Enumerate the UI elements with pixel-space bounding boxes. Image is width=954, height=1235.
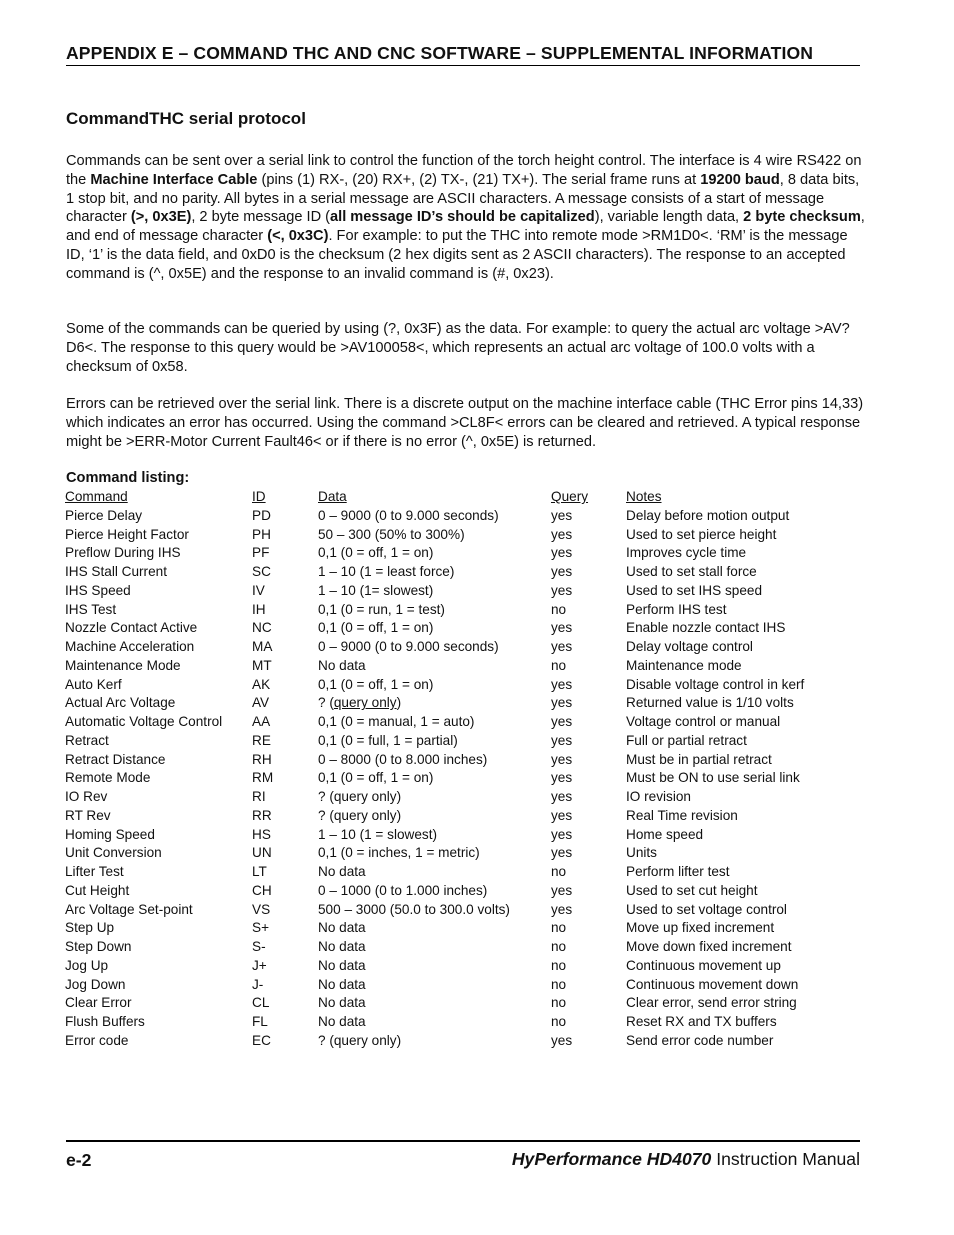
paragraph-protocol <box>66 152 866 284</box>
cell-id: UN <box>252 845 272 861</box>
table-row <box>65 826 866 845</box>
cell-notes: Used to set cut height <box>626 882 758 898</box>
cell-query: yes <box>551 695 573 711</box>
cell-id: MA <box>252 639 273 654</box>
cell-notes: Move down fixed increment <box>626 939 792 954</box>
table-row <box>65 638 866 657</box>
page-number: e-2 <box>66 1150 92 1170</box>
cell-data: ? (query only) <box>318 789 402 804</box>
cell-id: AA <box>252 714 271 729</box>
cell-query: no <box>551 976 567 992</box>
cell-notes: Full or partial retract <box>626 732 747 748</box>
table-row <box>65 751 866 770</box>
table-header-row <box>65 488 866 507</box>
table-row <box>65 844 866 863</box>
cell-data: 0,1 (0 = inches, 1 = metric) <box>318 845 480 861</box>
cell-id: RI <box>252 789 266 804</box>
cell-query: yes <box>551 789 573 804</box>
cell-id: AK <box>252 676 271 692</box>
table-row <box>65 976 866 995</box>
cell-notes: Must be ON to use serial link <box>626 770 800 786</box>
table-row <box>65 601 866 620</box>
cell-notes: Real Time revision <box>626 807 738 823</box>
cell-command: Actual Arc Voltage <box>65 695 176 711</box>
cell-query: no <box>551 995 567 1011</box>
table-row <box>65 882 866 901</box>
cell-command: Step Down <box>65 939 132 954</box>
cell-command: Maintenance Mode <box>65 657 181 673</box>
cell-notes: IO revision <box>626 789 691 804</box>
cell-id: PH <box>252 526 271 542</box>
cell-query: no <box>551 864 567 879</box>
cell-query: yes <box>551 545 573 561</box>
cell-data <box>318 694 551 713</box>
cell-id: AV <box>252 695 270 711</box>
data-prefix: ? ( <box>318 695 334 711</box>
cell-command: Arc Voltage Set-point <box>65 901 193 917</box>
section-title: CommandTHC serial protocol <box>66 109 306 128</box>
table-row <box>65 544 866 563</box>
cell-notes: Disable voltage control in kerf <box>626 676 805 692</box>
cell-query: yes <box>551 732 573 748</box>
cell-data: 1 – 10 (1 = least force) <box>318 564 455 579</box>
cell-data: No data <box>318 957 366 973</box>
cell-command: Automatic Voltage Control <box>65 714 223 729</box>
table-row <box>65 694 866 713</box>
table-row <box>65 526 866 545</box>
cell-data: 0,1 (0 = off, 1 = on) <box>318 770 434 786</box>
cell-id: RE <box>252 732 271 748</box>
cell-data: No data <box>318 939 366 954</box>
text-span: , 2 byte message ID ( <box>191 209 331 226</box>
cell-command: Machine Acceleration <box>65 639 195 654</box>
cell-data: No data <box>318 995 366 1011</box>
table-row <box>65 1013 866 1032</box>
table-row <box>65 807 866 826</box>
cell-data: ? (query only) <box>318 1032 402 1048</box>
table-row <box>65 619 866 638</box>
cell-notes: Used to set IHS speed <box>626 582 763 598</box>
cell-query: no <box>551 920 567 936</box>
cell-command: Step Up <box>65 920 115 936</box>
cell-command: Lifter Test <box>65 864 124 879</box>
cell-command: Preflow During IHS <box>65 545 181 561</box>
data-suffix: ) <box>396 695 402 711</box>
cell-id: IV <box>252 582 265 598</box>
cell-data: 1 – 10 (1= slowest) <box>318 582 434 598</box>
cell-query: yes <box>551 845 573 861</box>
cell-id: S- <box>252 939 266 954</box>
cell-id: RR <box>252 807 272 823</box>
bold-span: Machine Interface Cable <box>90 171 258 188</box>
cell-data: No data <box>318 920 366 936</box>
paragraph-errors: Errors can be retrieved over the serial link. There is a discrete output on the machine interface cable (THC Error pins 14,33) which indicates an error has occurred. Using the command >CL8F< errors can be cleared and retrieved. A typical response might be >ERR-Motor Current Fault46< or if there is no error (^, 0x5E) is returned. <box>66 396 864 450</box>
cell-data: 0,1 (0 = manual, 1 = auto) <box>318 714 475 729</box>
cell-notes: Reset RX and TX buffers <box>626 1014 777 1029</box>
cell-command: Unit Conversion <box>65 845 162 861</box>
cell-command: Jog Up <box>65 957 109 973</box>
cell-id: PD <box>252 507 271 523</box>
cell-id: EC <box>252 1032 271 1048</box>
cell-query: yes <box>551 714 573 729</box>
cell-notes: Perform IHS test <box>626 601 727 617</box>
cell-notes: Must be in partial retract <box>626 751 772 767</box>
cell-id: IH <box>252 601 266 617</box>
cell-command: Clear Error <box>65 995 132 1011</box>
table-row <box>65 901 866 920</box>
cell-query: yes <box>551 751 573 767</box>
table-row <box>65 788 866 807</box>
cell-command: Pierce Delay <box>65 507 143 523</box>
table-row <box>65 713 866 732</box>
cell-query: yes <box>551 826 573 842</box>
table-row <box>65 938 866 957</box>
cell-query: no <box>551 657 567 673</box>
cell-notes: Home speed <box>626 826 704 842</box>
manual-suffix: Instruction Manual <box>711 1149 860 1169</box>
cell-command: Cut Height <box>65 882 130 898</box>
command-table <box>65 488 866 1051</box>
cell-query: yes <box>551 526 573 542</box>
cell-id: FL <box>252 1014 268 1029</box>
cell-query: yes <box>551 807 573 823</box>
text-span: Commands can be sent over a serial link to control the function of the torch height control. The interface is 4 wire RS422 on the <box>66 153 862 188</box>
cell-id: CH <box>252 882 272 898</box>
table-row <box>65 507 866 526</box>
cell-id: J+ <box>252 957 267 973</box>
product-name: HyPerformance HD4070 <box>511 1149 712 1169</box>
cell-query: yes <box>551 676 573 692</box>
cell-query: yes <box>551 901 573 917</box>
cell-command: IHS Speed <box>65 582 131 598</box>
cell-query: no <box>551 957 567 973</box>
cell-notes: Delay voltage control <box>626 639 753 654</box>
cell-notes: Continuous movement up <box>626 957 781 973</box>
cell-data: 0,1 (0 = off, 1 = on) <box>318 620 434 636</box>
text-span: (pins (1) RX-, (20) RX+, (2) TX-, (21) TX+). The serial frame runs at <box>257 171 701 188</box>
page-header: APPENDIX E – COMMAND THC AND CNC SOFTWARE – SUPPLEMENTAL INFORMATION <box>66 43 860 66</box>
column-header-query: Query <box>551 489 589 504</box>
cell-command: Flush Buffers <box>65 1014 145 1029</box>
table-row <box>65 563 866 582</box>
cell-query: yes <box>551 507 573 523</box>
column-header-data: Data <box>318 489 347 504</box>
cell-data: No data <box>318 657 366 673</box>
cell-data: 0 – 8000 (0 to 8.000 inches) <box>318 751 488 767</box>
cell-data: 0 – 9000 (0 to 9.000 seconds) <box>318 507 499 523</box>
cell-data: No data <box>318 1014 366 1029</box>
cell-id: PF <box>252 545 270 561</box>
cell-id: CL <box>252 995 270 1011</box>
cell-id: J- <box>252 976 264 992</box>
cell-command: Pierce Height Factor <box>65 526 189 542</box>
table-row <box>65 1032 866 1051</box>
cell-notes: Move up fixed increment <box>626 920 775 936</box>
text-span: . For example: to put the THC into remote mode >RM1D0<. ‘RM’ is the message ID, ‘1’ is the data field, and 0xD0 is the checksum (2 hex digits sent as 2 ASCII characters). The response to an accepted command is (^, 0x5E) and the response to an invalid command is (#, 0x23). <box>66 228 848 282</box>
table-row <box>65 863 866 882</box>
cell-notes: Improves cycle time <box>626 545 747 561</box>
bold-span: (<, 0x3C) <box>267 228 329 245</box>
table-row <box>65 582 866 601</box>
cell-id: RH <box>252 751 272 767</box>
cell-data: ? (query only) <box>318 807 402 823</box>
cell-command: IO Rev <box>65 789 108 804</box>
cell-notes: Voltage control or manual <box>626 714 781 729</box>
command-listing-title: Command listing: <box>66 470 190 486</box>
cell-data: 1 – 10 (1 = slowest) <box>318 826 438 842</box>
cell-command: Retract <box>65 732 109 748</box>
cell-id: SC <box>252 564 271 579</box>
table-row <box>65 994 866 1013</box>
cell-id: MT <box>252 657 272 673</box>
cell-command: Remote Mode <box>65 770 151 786</box>
cell-id: LT <box>252 864 267 879</box>
footer-rule <box>66 1140 860 1142</box>
table-row <box>65 919 866 938</box>
cell-notes: Units <box>626 845 657 861</box>
cell-data: 0,1 (0 = off, 1 = on) <box>318 545 434 561</box>
cell-data: 0,1 (0 = off, 1 = on) <box>318 676 434 692</box>
cell-notes: Returned value is 1/10 volts <box>626 695 794 711</box>
text-span: , and end of message character <box>66 209 865 245</box>
cell-notes: Perform lifter test <box>626 864 730 879</box>
cell-id: HS <box>252 826 271 842</box>
cell-query: no <box>551 939 567 954</box>
table-row <box>65 676 866 695</box>
cell-command: IHS Stall Current <box>65 564 167 579</box>
cell-notes: Used to set pierce height <box>626 526 777 542</box>
cell-data: 0,1 (0 = run, 1 = test) <box>318 601 445 617</box>
bold-span: 19200 baud <box>700 171 780 188</box>
cell-command: Auto Kerf <box>65 676 122 692</box>
cell-data: 0 – 1000 (0 to 1.000 inches) <box>318 882 488 898</box>
cell-command: IHS Test <box>65 601 117 617</box>
cell-query: yes <box>551 1032 573 1048</box>
cell-command: Nozzle Contact Active <box>65 620 198 636</box>
command-table-body <box>65 507 866 1051</box>
column-header-command: Command <box>65 489 128 504</box>
cell-query: yes <box>551 770 573 786</box>
cell-query: no <box>551 601 567 617</box>
cell-notes: Continuous movement down <box>626 976 799 992</box>
table-row <box>65 657 866 676</box>
bold-span: all message ID’s should be capitalized <box>330 209 595 226</box>
cell-command: Jog Down <box>65 976 126 992</box>
table-row <box>65 769 866 788</box>
cell-command: Homing Speed <box>65 826 155 842</box>
table-row <box>65 957 866 976</box>
cell-query: yes <box>551 582 573 598</box>
bold-span: (>, 0x3E) <box>130 209 192 226</box>
table-row <box>65 732 866 751</box>
cell-command: RT Rev <box>65 807 111 823</box>
cell-notes: Enable nozzle contact IHS <box>626 620 786 636</box>
column-header-id: ID <box>252 489 266 504</box>
cell-query: yes <box>551 882 573 898</box>
data-underlined: query only <box>333 695 397 711</box>
manual-title <box>512 1149 860 1170</box>
text-span: , 8 data bits, 1 stop bit, and no parity. All bytes in a serial message are ASCII characters. A message consists of a start of message character <box>66 171 860 226</box>
cell-id: RM <box>252 770 274 786</box>
cell-data: No data <box>318 864 366 879</box>
cell-data: 500 – 3000 (50.0 to 300.0 volts) <box>318 901 510 917</box>
column-header-notes: Notes <box>626 489 662 504</box>
cell-data: 0 – 9000 (0 to 9.000 seconds) <box>318 639 499 654</box>
cell-query: yes <box>551 639 573 654</box>
cell-notes: Maintenance mode <box>626 657 742 673</box>
cell-notes: Delay before motion output <box>626 507 790 523</box>
cell-data: 50 – 300 (50% to 300%) <box>318 526 465 542</box>
cell-data: No data <box>318 976 366 992</box>
cell-data: 0,1 (0 = full, 1 = partial) <box>318 732 458 748</box>
cell-notes: Used to set voltage control <box>626 901 787 917</box>
cell-notes: Clear error, send error string <box>626 995 797 1011</box>
cell-notes: Send error code number <box>626 1032 774 1048</box>
cell-query: yes <box>551 564 573 579</box>
cell-id: S+ <box>252 920 270 936</box>
paragraph-query: Some of the commands can be queried by using (?, 0x3F) as the data. For example: to query the actual arc voltage >AV?D6<. The response to this query would be >AV100058<, which represents an actual arc voltage of 100.0 volts with a checksum of 0x58. <box>66 321 850 375</box>
bold-span: 2 byte checksum <box>743 209 861 226</box>
cell-id: VS <box>252 901 271 917</box>
cell-command: Retract Distance <box>65 751 166 767</box>
cell-notes: Used to set stall force <box>626 564 757 579</box>
text-span: ), variable length data, <box>594 209 744 226</box>
cell-query: yes <box>551 620 573 636</box>
cell-query: no <box>551 1014 567 1029</box>
cell-id: NC <box>252 620 272 636</box>
cell-command: Error code <box>65 1032 129 1048</box>
